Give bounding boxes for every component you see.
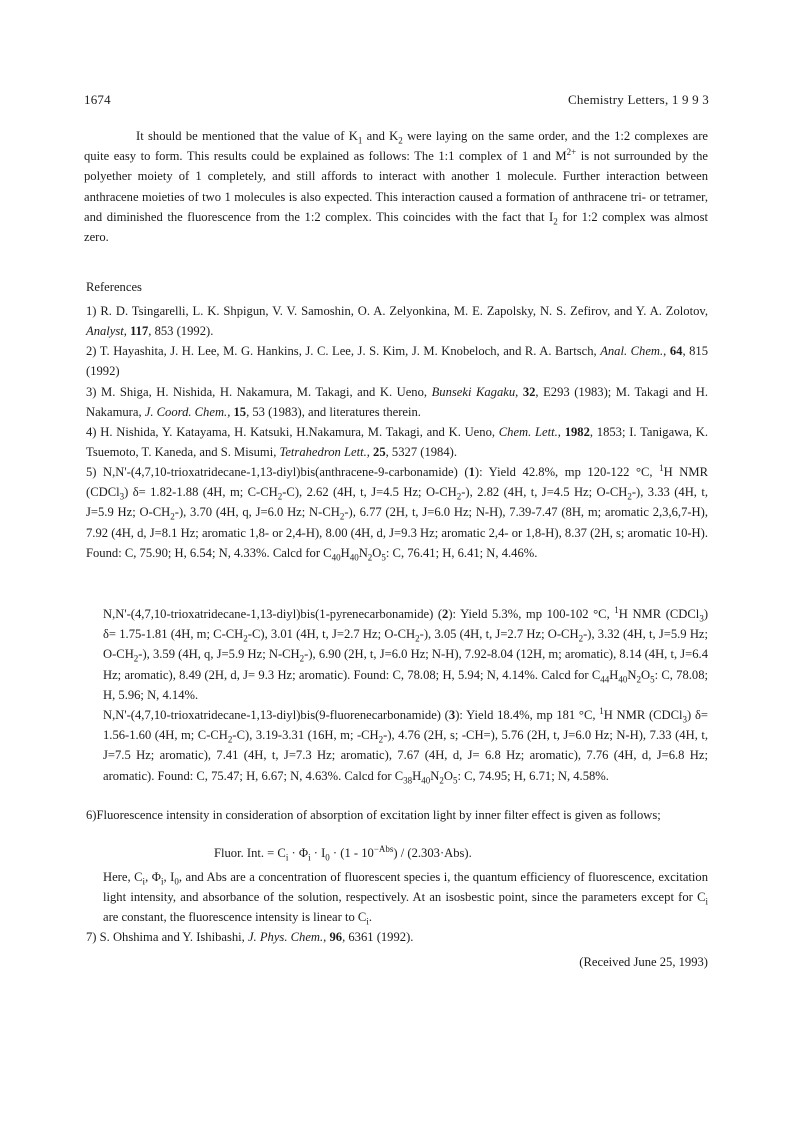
reference-5: 5) N,N'-(4,7,10-trioxatridecane-1,13-diyl)bis(anthracene-9-carbonamide) (1): Yield 42.8%, mp 120-122 °C, $^1$H NMR (CDCl$_3$) δ= 1.82-1.88 (4H, m; $C-CH_2-C$), 2.62 (4H, t, J=4.5 Hz; $O-CH_2-$), 2.82 (4H, t, J=4.5 Hz; $O-CH_2-$), 3.33 (4H, t, J=5.9 Hz; $O-CH_2-$), 3.70 (4H, q, J=6.0 Hz; $N-CH_2-$), 6.77 (2H, t, J=6.0 Hz; N-H), 7.39-7.47 (8H, m; aromatic 2,3,6,7-H), 7.92 (4H, d, J=8.1 Hz; aromatic 1,8- or 2,4-H), 8.00 (4H, d, J=9.3 Hz; aromatic 2,4- or 1,8-H), 8.37 (2H, s; aromatic 10-H). Found: C, 75.90; H, 6.54; N, 4.33%. Calcd for $C_{40}H_{40}N_2O_5$: C, 76.41; H, 6.41; N, 4.46%. bbox=[86, 462, 708, 563]
reference-2: 2) T. Hayashita, J. H. Lee, M. G. Hankins, J. C. Lee, J. S. Kim, J. M. Knobeloch, and R. A. Bartsch, Anal. Chem., 64, 815 (1992) bbox=[86, 344, 708, 379]
reference-5-compound-3: N,N'-(4,7,10-trioxatridecane-1,13-diyl)bis(9-fluorenecarbonamide) (3): Yield 18.4%, mp 181 °C, $^1$H NMR (CDCl$_3$) δ= 1.56-1.60 (4H, m; $C-CH_2-C$), 3.19-3.31 (16H, m; $-CH_2-$), 4.76 (2H, s; -CH=), 5.76 (2H, t, J=6.0 Hz; N-H), 7.33 (4H, t, J=7.5 Hz; aromatic), 7.41 (4H, t, J=7.3 Hz; aromatic), 7.67 (4H, d, J= 6.8 Hz; aromatic), 7.76 (4H, d, J=6.8 Hz; aromatic). Found: C, 75.47; H, 6.67; N, 4.63%. Calcd for $C_{38}H_{40}N_2O_5$: C, 74.95; H, 6.71; N, 4.58%. bbox=[103, 705, 708, 786]
reference-6-explanation: Here, $C_i$, $\Phi_i$, $I_0$, and Abs are a concentration of fluorescent species i, the quantum efficiency of fluorescence, excitation light intensity, and absorbance of the solution, respectively. At an isosbestic point, since the parameters except for $C_i$ are constant, the fluorescence intensity is linear to $C_i$. bbox=[103, 870, 708, 927]
reference-6: 6)Fluorescence intensity in consideration of absorption of excitation light by inner filter effect is given as follows; bbox=[86, 808, 661, 822]
intro-paragraph: It should be mentioned that the value of $K_1$ and $K_2$ were laying on the same order, and the 1:2 complexes are quite easy to form. This results could be explained as follows: The 1:1 complex of 1 and $M^{2+}$ is not surrounded by the polyether moiety of 1 completely, and still affords to interact with another 1 molecule. Further interaction between anthracene moieties of two 1 molecules is also expected. This interaction caused a formation of anthracene tri- or tetramer, and diminished the fluorescence from the 1:2 complex. This coincides with the fact that $I_2$ for 1:2 complex was almost zero. bbox=[84, 129, 709, 245]
references-heading: References bbox=[86, 280, 142, 294]
reference-3: 3) M. Shiga, H. Nishida, H. Nakamura, M. Takagi, and K. Ueno, Bunseki Kagaku, 32, E293 (1983); M. Takagi and H. Nakamura, J. Coord. Chem., 15, 53 (1983), and literatures therein. bbox=[86, 385, 708, 420]
page-number: 1674 bbox=[84, 92, 111, 107]
reference-5-compound-2: N,N'-(4,7,10-trioxatridecane-1,13-diyl)bis(1-pyrenecarbonamide) (2): Yield 5.3%, mp 100-102 °C, $^1$H NMR (CDCl$_3$) δ= 1.75-1.81 (4H, m; $C-CH_2-C$), 3.01 (4H, t, J=2.7 Hz; $O-CH_2-$), 3.05 (4H, t, J=2.7 Hz; $O-CH_2-$), 3.32 (4H, t, J=5.9 Hz; $O-CH_2-$), 3.59 (4H, q, J=5.9 Hz; $N-CH_2-$), 6.90 (2H, t, J=6.0 Hz; N-H), 7.92-8.04 (12H, m; aromatic), 8.14 (4H, t, J=6.4 Hz; aromatic), 8.49 (2H, d, J= 9.3 Hz; aromatic). Found: C, 78.08; H, 5.94; N, 4.14%. Calcd for $C_{44}H_{40}N_2O_5$: C, 78.08; H, 5.96; N, 4.14%. bbox=[103, 604, 709, 702]
fluorescence-formula: Fluor. Int. = $C_i \cdot \Phi_i \cdot I_0 \cdot (1 - 10^{-Abs}) / (2.303\cdot Abs)$. bbox=[214, 843, 472, 863]
journal-running-head: Chemistry Letters, 1 9 9 3 bbox=[568, 92, 709, 107]
reference-4: 4) H. Nishida, Y. Katayama, H. Katsuki, H.Nakamura, M. Takagi, and K. Ueno, Chem. Lett., 1982, 1853; I. Tanigawa, K. Tsuemoto, T. Kaneda, and S. Misumi, Tetrahedron Lett., 25, 5327 (1984). bbox=[86, 425, 708, 460]
received-date: (Received June 25, 1993) bbox=[579, 955, 708, 969]
reference-7: 7) S. Ohshima and Y. Ishibashi, J. Phys. Chem., 96, 6361 (1992). bbox=[86, 930, 414, 944]
reference-1: 1) R. D. Tsingarelli, L. K. Shpigun, V. V. Samoshin, O. A. Zelyonkina, M. E. Zapolsky, N. S. Zefirov, and Y. A. Zolotov, Analyst, 117, 853 (1992). bbox=[86, 304, 708, 339]
